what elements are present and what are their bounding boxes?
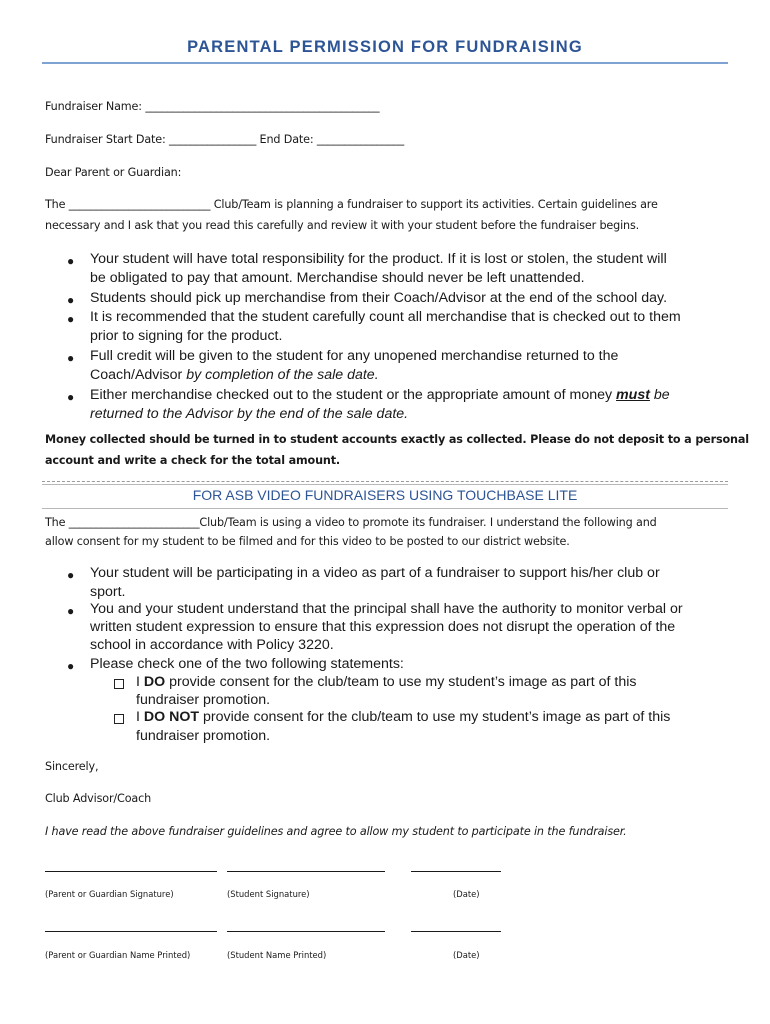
section-divider-dashed [42, 481, 728, 482]
money-note-line-2: account and write a check for the total amount. [45, 454, 340, 467]
bullet-icon: ● [67, 604, 75, 618]
bullet-icon: ● [67, 390, 75, 404]
guideline-3-line-1: It is recommended that the student carefully count all merchandise that is checked out to them [90, 309, 681, 325]
guideline-5-text: Either merchandise checked out to the student or the appropriate amount of money [90, 387, 617, 403]
consent-do-not-checkbox[interactable] [114, 714, 124, 724]
student-name-line[interactable] [227, 931, 385, 932]
consent-do-keyword: DO [143, 674, 166, 690]
closing-agreement: I have read the above fundraiser guidelines and agree to allow my student to participate in the fundraiser. [45, 825, 627, 838]
section2-heading: FOR ASB VIDEO FUNDRAISERS USING TOUCHBASE LITE [192, 487, 578, 503]
bullet-icon: ● [67, 659, 75, 673]
student-signature-label: (Student Signature) [227, 889, 310, 899]
consent-do-prefix: I [136, 674, 144, 690]
parent-signature-label: (Parent or Guardian Signature) [45, 889, 174, 899]
salutation: Dear Parent or Guardian: [45, 166, 182, 179]
bullet-icon: ● [67, 254, 75, 268]
section2-line-1: The ________________________Club/Team is using a video to promote its fundraiser. I understand the following and [45, 516, 657, 529]
video-bullet-2-line-1: You and your student understand that the principal shall have the authority to monitor verbal or [90, 601, 683, 617]
consent-do-text: provide consent for the club/team to use my student’s image as part of this [165, 674, 637, 690]
parent-signature-line[interactable] [45, 871, 217, 872]
date-label-2: (Date) [453, 950, 480, 960]
guideline-1-line-2: be obligated to pay that amount. Merchandise should never be left unattended. [90, 270, 585, 286]
section2-line-2: allow consent for my student to be filmed and for this video to be posted to our district website. [45, 535, 570, 548]
bullet-icon: ● [67, 293, 75, 307]
title-underline [42, 62, 728, 64]
video-bullet-3-line-1: Please check one of the two following statements: [90, 656, 404, 672]
consent-do-not-text: provide consent for the club/team to use my student’s image as part of this [199, 709, 671, 725]
section2-heading-underline [42, 508, 728, 509]
guideline-4-italic: by completion of the sale date. [186, 367, 379, 383]
video-bullet-2-line-2: written student expression to ensure that this expression does not disrupt the operation of the [90, 619, 676, 635]
intro-line-1: The __________________________ Club/Team is planning a fundraiser to support its activities. Certain guidelines are [45, 198, 658, 211]
guideline-2-line-1: Students should pick up merchandise from their Coach/Advisor at the end of the school day. [90, 290, 668, 306]
consent-do-line-1 [136, 674, 637, 690]
consent-do-not-line-2: fundraiser promotion. [136, 728, 271, 744]
consent-do-checkbox[interactable] [114, 679, 124, 689]
guideline-5-line-2: returned to the Advisor by the end of the sale date. [90, 406, 409, 422]
guideline-4-line-1: Full credit will be given to the student for any unopened merchandise returned to the [90, 348, 619, 364]
video-bullet-1-line-2: sport. [90, 584, 126, 600]
guideline-4-line-2 [90, 367, 379, 383]
section-divider-solid [42, 484, 728, 485]
consent-do-line-2: fundraiser promotion. [136, 692, 271, 708]
parent-name-label: (Parent or Guardian Name Printed) [45, 950, 191, 960]
student-name-label: (Student Name Printed) [227, 950, 327, 960]
guideline-4-text: Coach/Advisor [90, 367, 187, 383]
student-signature-line[interactable] [227, 871, 385, 872]
video-bullet-2-line-3: school in accordance with Policy 3220. [90, 637, 334, 653]
guideline-5-line-1 [90, 387, 670, 403]
fundraiser-name-field[interactable]: Fundraiser Name: ___________________________________________ [45, 100, 380, 113]
money-note-line-1: Money collected should be turned in to student accounts exactly as collected. Please do not deposit to a personal [45, 433, 749, 446]
closing-sincerely: Sincerely, [45, 760, 99, 773]
parent-name-line[interactable] [45, 931, 217, 932]
video-bullet-1-line-1: Your student will be participating in a video as part of a fundraiser to support his/her club or [90, 565, 660, 581]
guideline-3-line-2: prior to signing for the product. [90, 328, 283, 344]
fundraiser-dates-field[interactable]: Fundraiser Start Date: ________________ End Date: ________________ [45, 133, 405, 146]
page-title: PARENTAL PERMISSION FOR FUNDRAISING [187, 38, 583, 56]
guideline-5-tail: be [649, 387, 670, 403]
date-label-1: (Date) [453, 889, 480, 899]
bullet-icon: ● [67, 568, 75, 582]
consent-do-not-prefix: I [136, 709, 144, 725]
bullet-icon: ● [67, 351, 75, 365]
consent-do-not-line-1 [136, 709, 670, 725]
intro-line-2: necessary and I ask that you read this carefully and review it with your student before the fundraiser begins. [45, 219, 640, 232]
guideline-5-emphasis: must [616, 387, 650, 403]
date-line-1[interactable] [411, 871, 501, 872]
closing-advisor: Club Advisor/Coach [45, 792, 152, 805]
date-line-2[interactable] [411, 931, 501, 932]
guideline-1-line-1: Your student will have total responsibility for the product. If it is lost or stolen, the student will [90, 251, 667, 267]
consent-do-not-keyword: DO NOT [143, 709, 200, 725]
bullet-icon: ● [67, 312, 75, 326]
